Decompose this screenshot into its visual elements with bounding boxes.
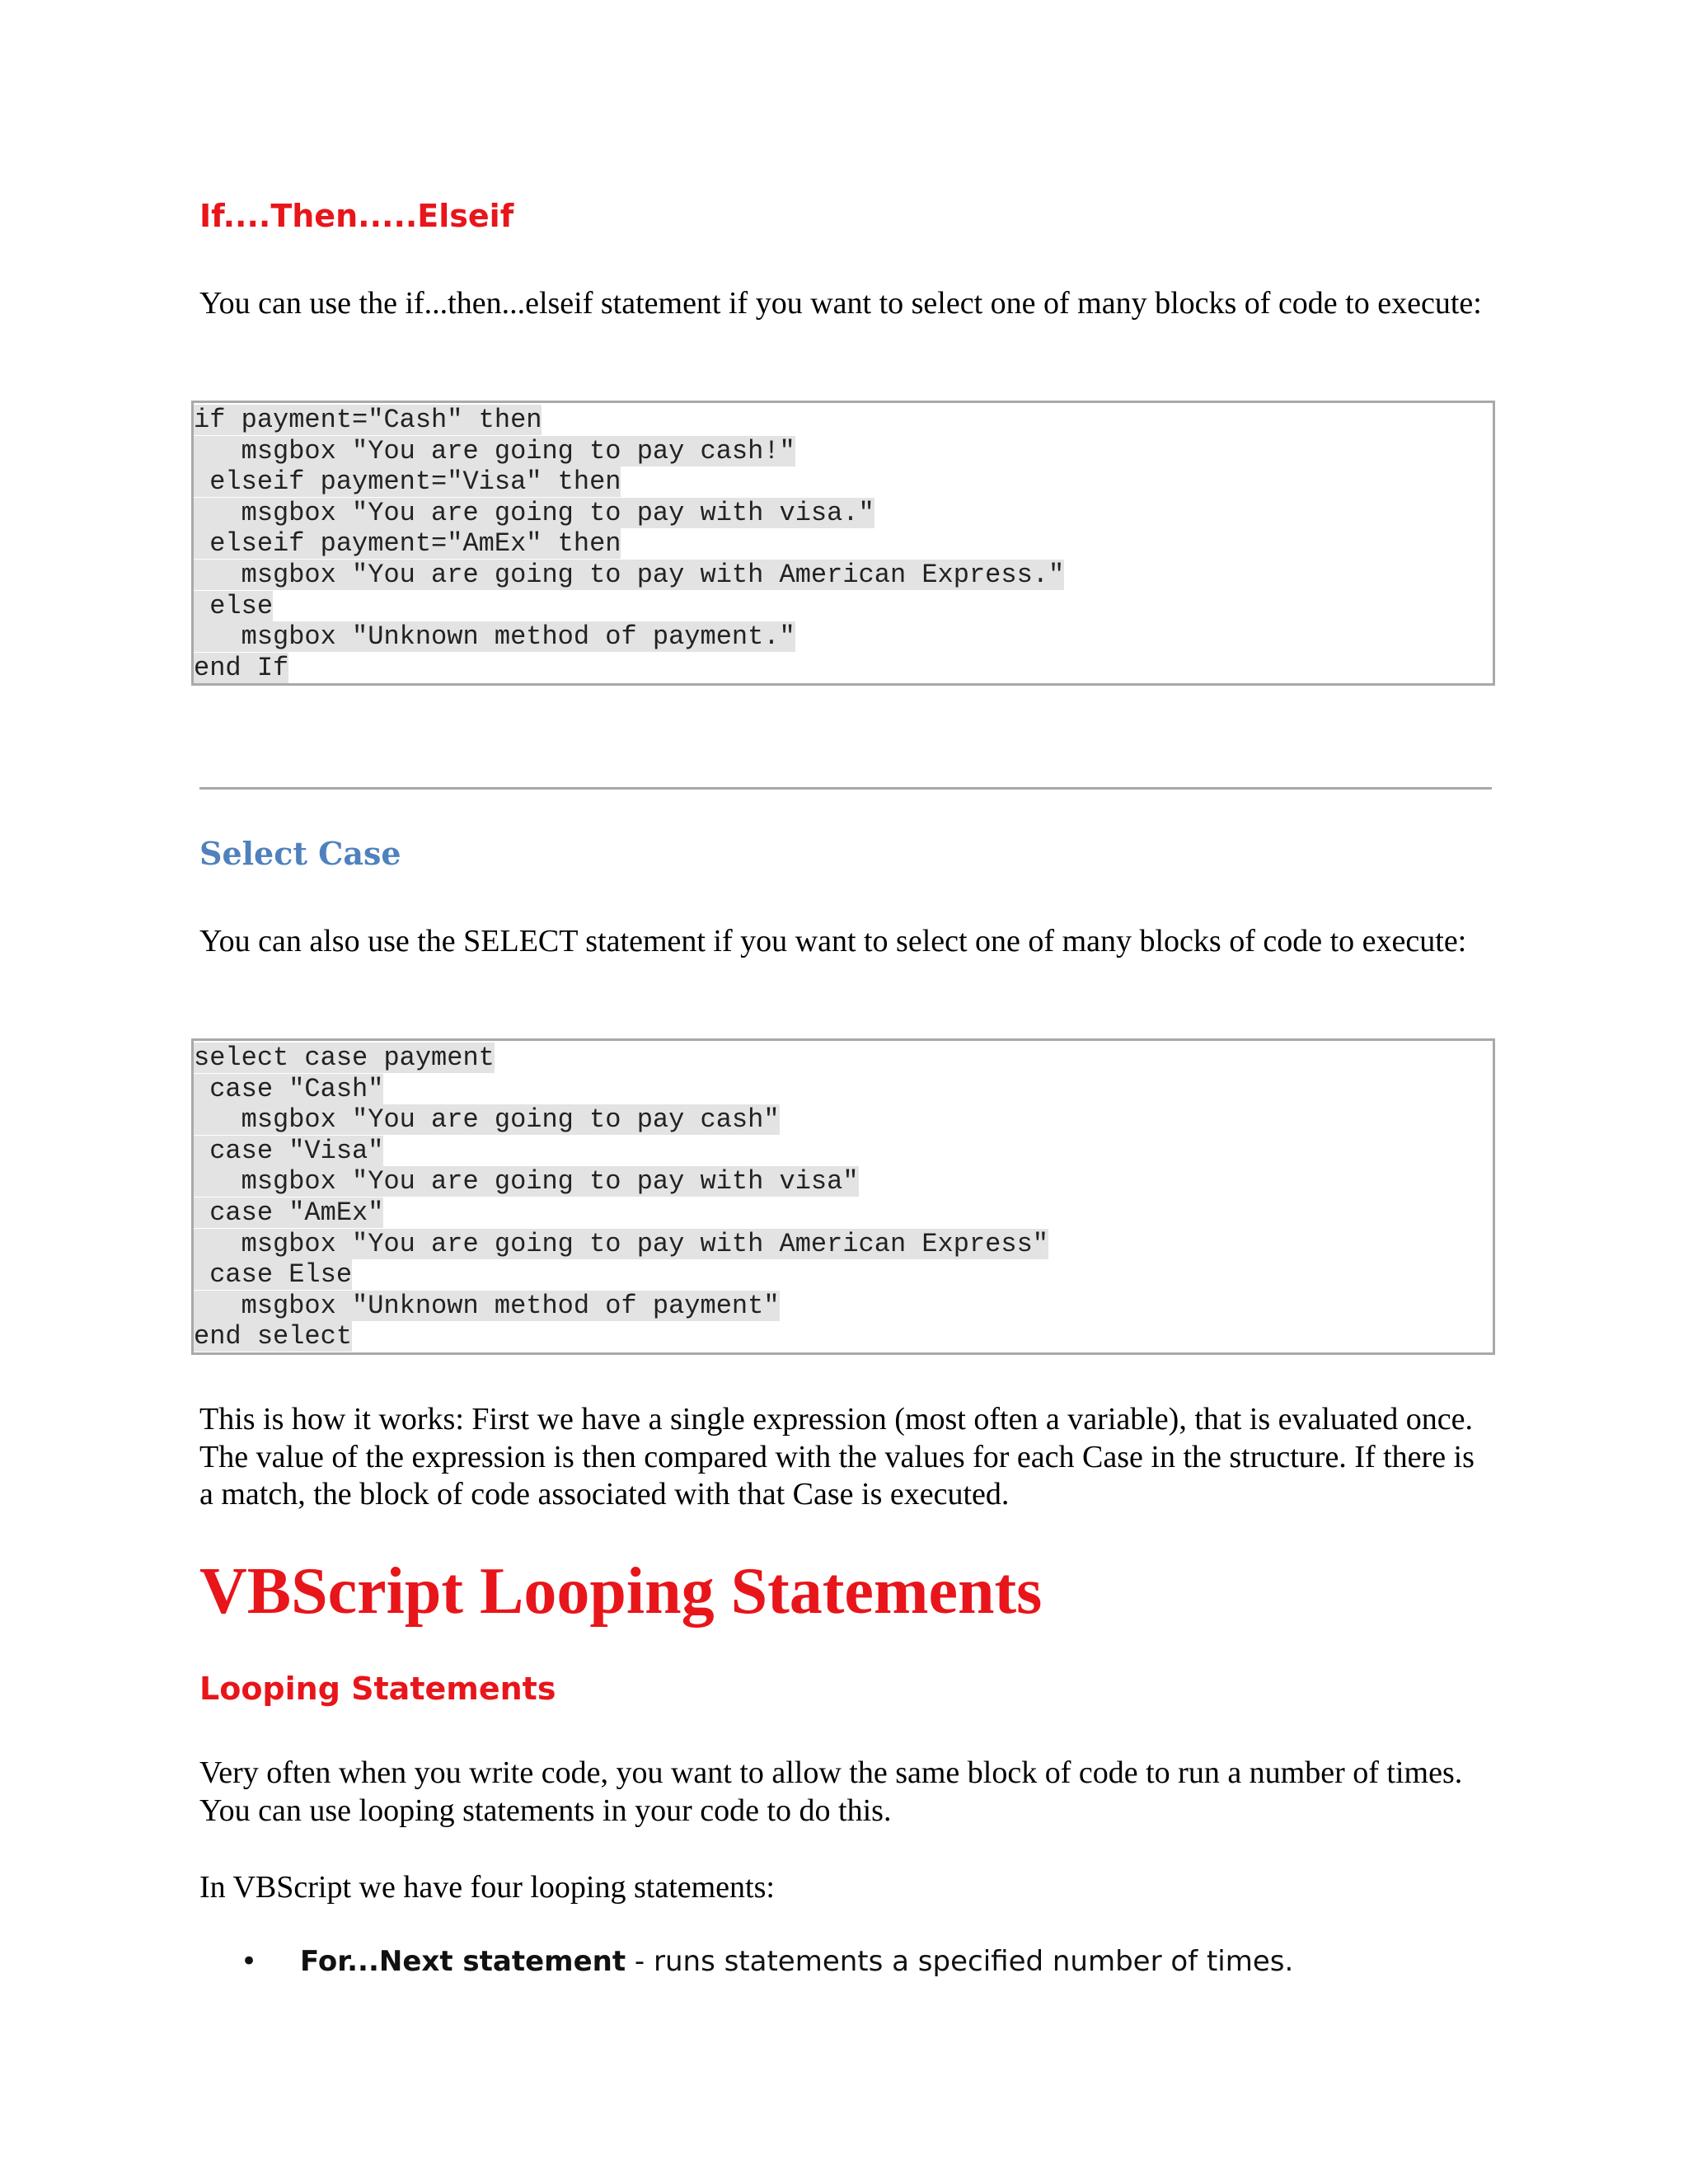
code-line: case "Cash" [194,1073,384,1104]
select-intro-paragraph: You can also use the SELECT statement if you want to select one of many blocks of code to execute: [199,924,1467,958]
code-line: msgbox "You are going to pay with visa" [194,1166,859,1197]
code-line: end select [194,1321,353,1352]
code-line: select case payment [194,1043,495,1073]
code-line: msgbox "You are going to pay cash" [194,1104,780,1136]
list-item-text [300,1945,1293,1978]
code-line: msgbox "You are going to pay cash!" [194,435,795,466]
code-line: msgbox "You are going to pay with American Express" [194,1228,1048,1259]
if-code-block [191,401,1495,686]
code-line: elseif payment="Visa" then [194,466,621,498]
code-line: msgbox "You are going to pay with visa." [194,497,874,528]
code-line: elseif payment="AmEx" then [194,528,621,560]
if-intro-paragraph: You can use the if...then...elseif statement if you want to select one of many blocks of code to execute: [199,286,1482,321]
horizontal-divider [199,787,1492,790]
select-code-block [191,1038,1495,1355]
code-line: case Else [194,1259,353,1291]
code-line: if payment="Cash" then [194,405,542,435]
code-line: msgbox "You are going to pay with American Express." [194,559,1065,590]
heading-if-then-elseif: If....Then.....Elseif [199,198,514,234]
list-item-desc: - runs statements a specified number of times. [626,1945,1294,1978]
code-line: else [194,590,274,621]
page-title: VBScript Looping Statements [199,1555,1043,1628]
code-line: end If [194,652,289,683]
select-explanation-paragraph: This is how it works: First we have a single expression (most often a variable), that is evaluated once. The value of the expression is then compared with the values for each Case in the structure. If there is a match, the block of code associated with that Case is executed. [199,1402,1475,1511]
list-item-term: For...Next statement [300,1945,626,1978]
looping-intro-paragraph: Very often when you write code, you want to allow the same block of code to run a number of times. You can use looping statements in your code to do this. [199,1755,1463,1828]
looping-count-paragraph: In VBScript we have four looping statements: [199,1870,775,1905]
heading-select-case: Select Case [199,835,401,872]
code-line: case "AmEx" [194,1197,384,1228]
code-line: msgbox "Unknown method of payment" [194,1290,780,1321]
code-line: msgbox "Unknown method of payment." [194,621,795,653]
heading-looping-statements: Looping Statements [199,1671,556,1707]
code-line: case "Visa" [194,1135,384,1166]
bullet-icon: • [241,1945,258,1978]
